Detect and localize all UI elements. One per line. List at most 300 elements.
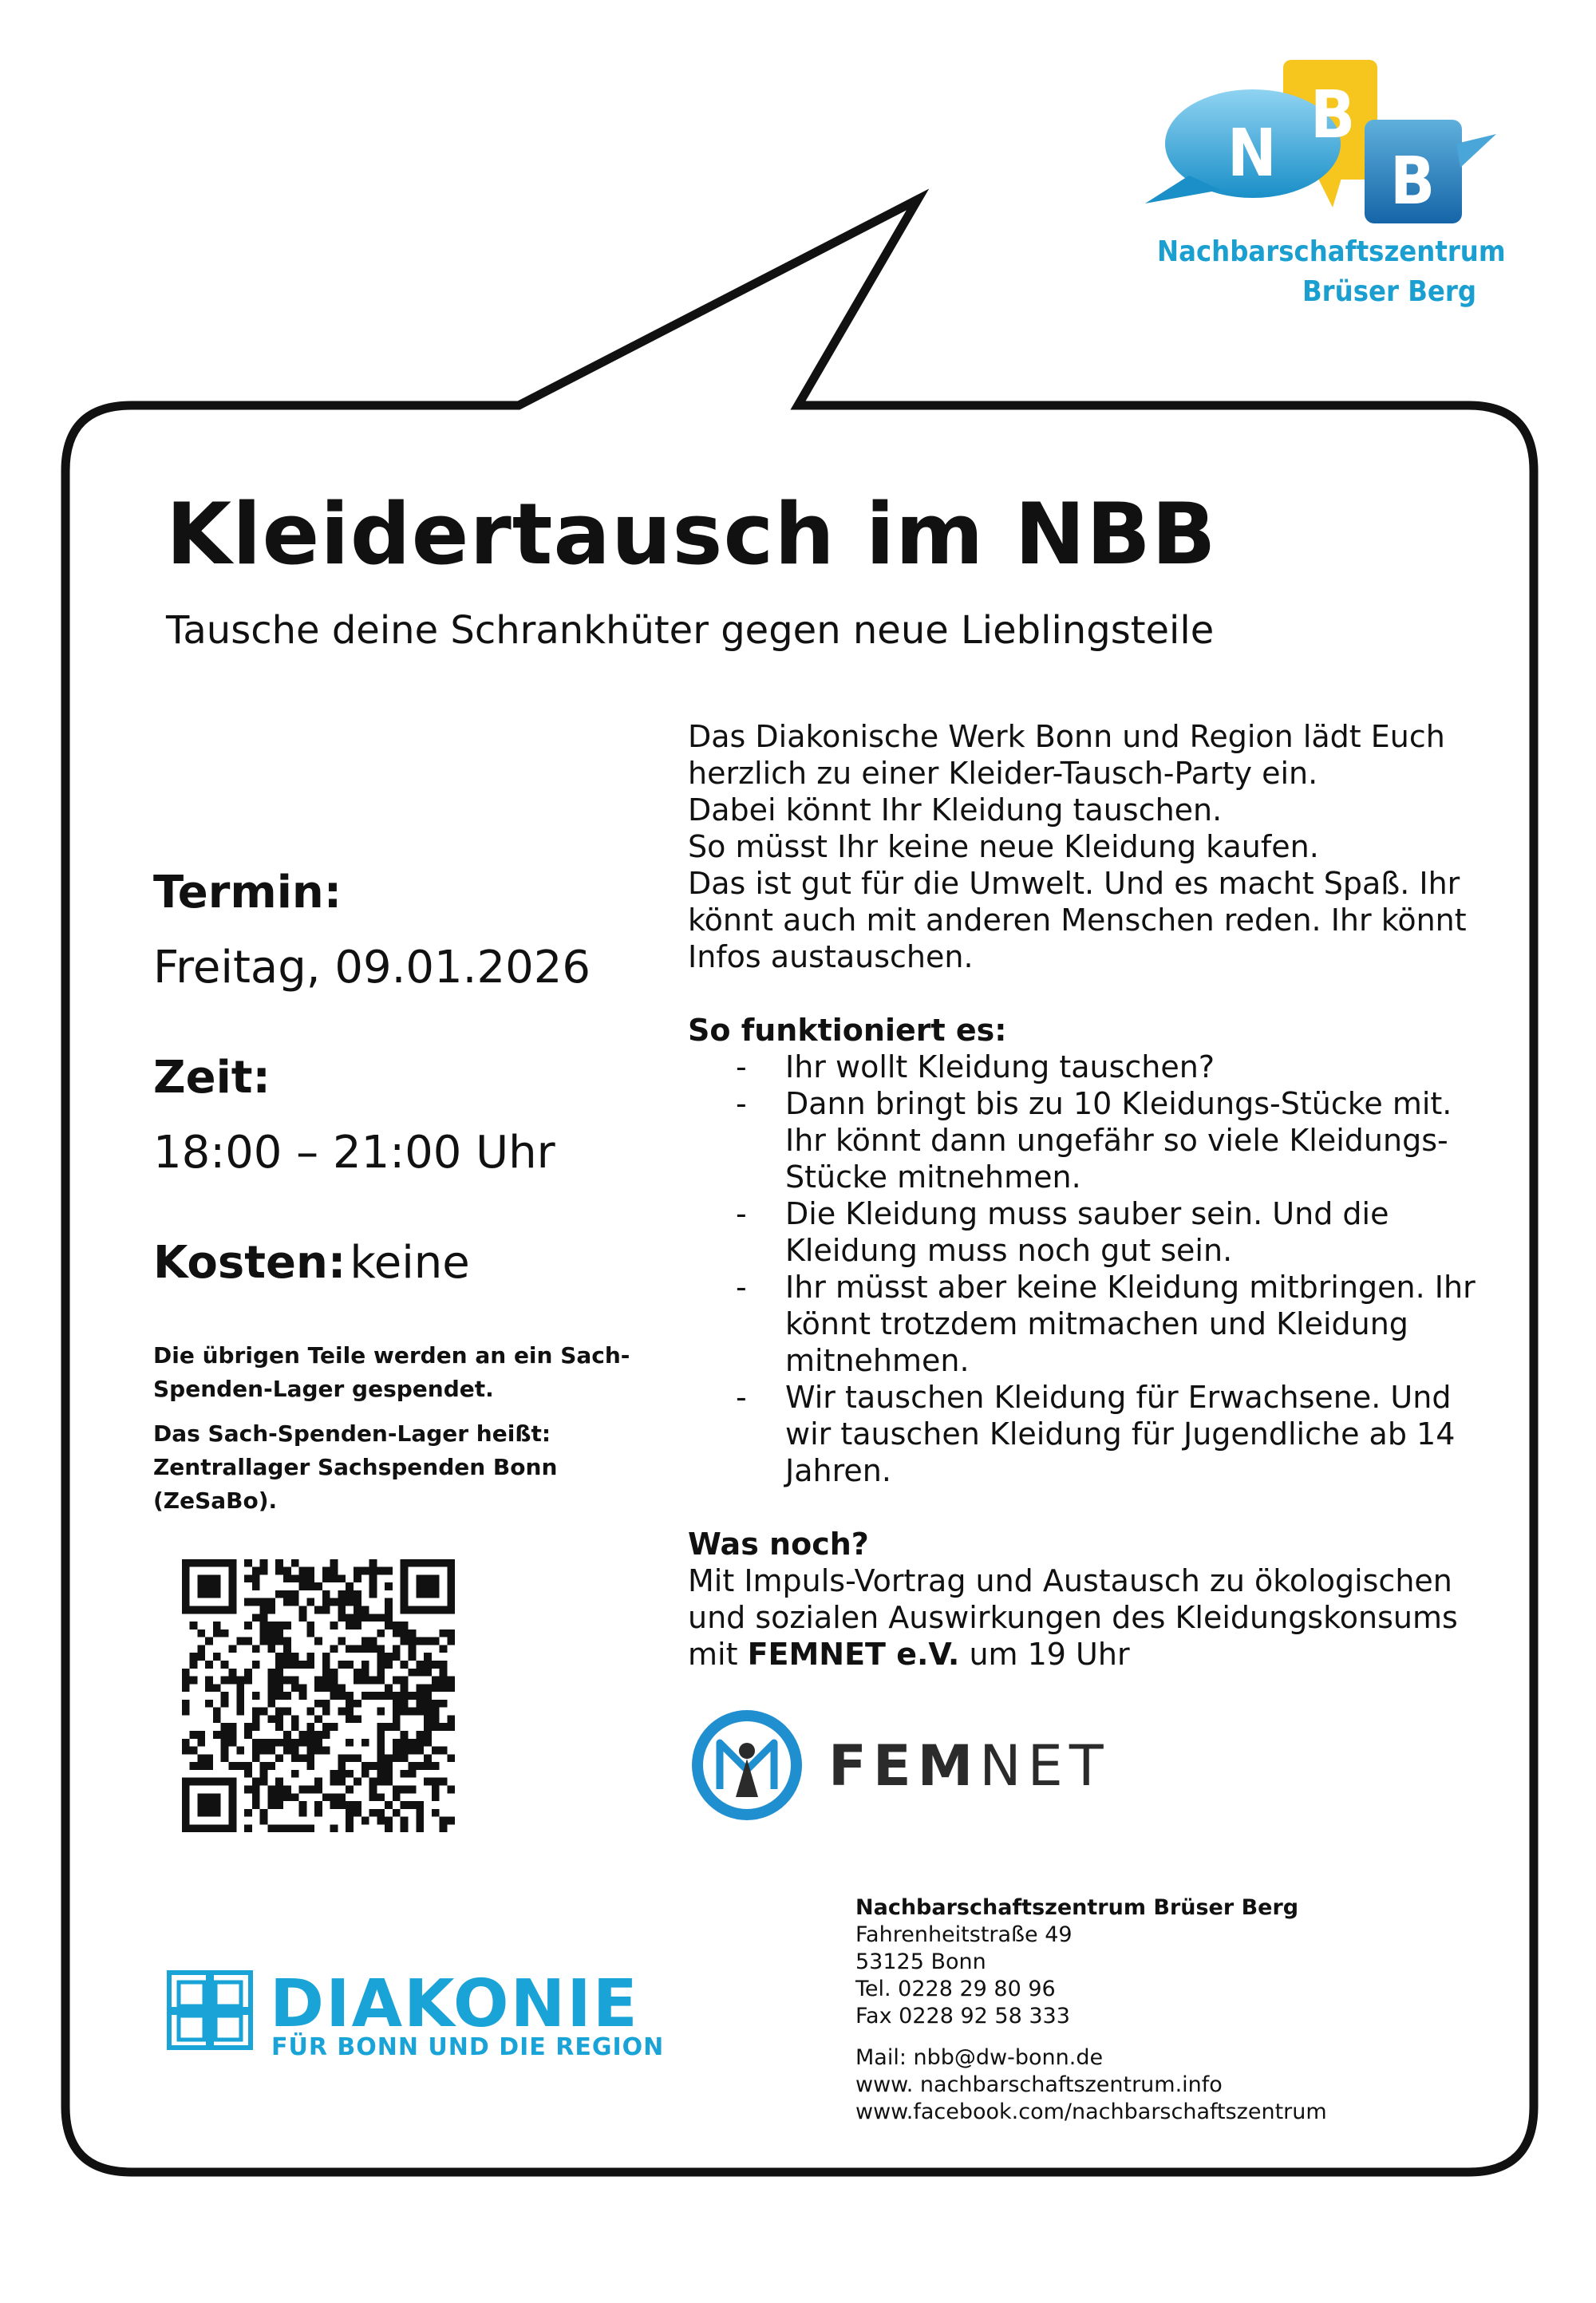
qr-module: [213, 1653, 221, 1661]
qr-module: [409, 1559, 417, 1567]
qr-module: [244, 1786, 252, 1794]
qr-module: [299, 1574, 307, 1582]
qr-module: [322, 1731, 330, 1739]
qr-module: [228, 1801, 236, 1809]
qr-module: [190, 1762, 198, 1770]
qr-module: [432, 1700, 440, 1708]
diakonie-cross-icon: [166, 1969, 254, 2052]
qr-module: [260, 1629, 268, 1637]
qr-module: [385, 1606, 393, 1614]
qr-module: [283, 1645, 291, 1653]
qr-module: [213, 1629, 221, 1637]
zeit-label: Zeit:: [153, 1052, 271, 1104]
qr-module: [252, 1793, 260, 1801]
qr-module: [205, 1700, 213, 1708]
qr-module: [385, 1614, 393, 1622]
qr-module: [267, 1684, 275, 1692]
intro-line: könnt auch mit anderen Menschen reden. Ihr könnt: [688, 903, 1467, 938]
qr-module: [291, 1754, 299, 1762]
nbb-logo: [1133, 48, 1516, 335]
qr-module: [228, 1793, 236, 1801]
qr-module: [338, 1598, 346, 1606]
page-subtitle: Tausche deine Schrankhüter gegen neue Lieblingsteile: [166, 608, 1215, 653]
qr-module: [322, 1747, 330, 1755]
qr-module: [416, 1669, 424, 1677]
qr-module: [377, 1661, 385, 1669]
qr-module: [221, 1754, 229, 1762]
qr-module: [338, 1637, 346, 1645]
qr-module: [447, 1574, 455, 1582]
qr-module: [409, 1762, 417, 1770]
qr-module: [322, 1677, 330, 1685]
qr-module: [346, 1598, 354, 1606]
qr-module: [236, 1692, 244, 1700]
qr-module: [291, 1824, 299, 1832]
qr-module: [221, 1661, 229, 1669]
qr-module: [432, 1708, 440, 1716]
qr-module: [244, 1637, 252, 1645]
kosten-value: keine: [350, 1237, 470, 1289]
qr-module: [377, 1747, 385, 1755]
qr-module: [190, 1778, 198, 1786]
qr-module: [330, 1801, 338, 1809]
qr-module: [228, 1723, 236, 1731]
qr-module: [424, 1606, 432, 1614]
qr-module: [401, 1606, 409, 1614]
qr-module: [275, 1684, 283, 1692]
qr-module: [393, 1645, 401, 1653]
qr-module: [322, 1661, 330, 1669]
qr-module: [416, 1692, 424, 1700]
qr-module: [440, 1824, 448, 1832]
qr-module: [416, 1684, 424, 1692]
qr-module: [252, 1645, 260, 1653]
qr-module: [252, 1692, 260, 1700]
qr-module: [182, 1824, 190, 1832]
contact-city: 53125 Bonn: [855, 1949, 986, 1974]
qr-module: [314, 1739, 322, 1747]
qr-module: [252, 1715, 260, 1723]
qr-module: [299, 1614, 307, 1622]
qr-module: [447, 1817, 455, 1825]
qr-module: [260, 1747, 268, 1755]
qr-module: [260, 1559, 268, 1567]
qr-module: [244, 1824, 252, 1832]
qr-module: [424, 1700, 432, 1708]
qr-module: [346, 1622, 354, 1629]
qr-module: [369, 1677, 377, 1685]
qr-module: [197, 1629, 205, 1637]
qr-module: [244, 1809, 252, 1817]
qr-module: [361, 1770, 369, 1778]
qr-module: [385, 1723, 393, 1731]
qr-module: [322, 1669, 330, 1677]
qr-module: [409, 1653, 417, 1661]
qr-module: [354, 1669, 361, 1677]
qr-module: [182, 1793, 190, 1801]
qr-module: [197, 1809, 205, 1817]
diakonie-wordmark: DIAKONIE: [270, 1966, 639, 2042]
qr-module: [354, 1645, 361, 1653]
qr-module: [205, 1574, 213, 1582]
qr-module: [401, 1661, 409, 1669]
qr-module: [275, 1692, 283, 1700]
qr-module: [440, 1723, 448, 1731]
qr-module: [306, 1786, 314, 1794]
qr-module: [440, 1817, 448, 1825]
qr-module: [314, 1778, 322, 1786]
qr-module: [393, 1739, 401, 1747]
qr-module: [385, 1622, 393, 1629]
qr-module: [447, 1629, 455, 1637]
qr-module: [197, 1762, 205, 1770]
qr-module: [432, 1778, 440, 1786]
qr-module: [267, 1801, 275, 1809]
qr-module: [182, 1778, 190, 1786]
qr-module: [393, 1700, 401, 1708]
qr-module: [283, 1747, 291, 1755]
qr-module: [267, 1677, 275, 1685]
nbb-bubbles-icon: [1133, 48, 1516, 239]
qr-module: [299, 1824, 307, 1832]
qr-module: [346, 1739, 354, 1747]
qr-module: [432, 1677, 440, 1685]
qr-module: [267, 1637, 275, 1645]
qr-module: [361, 1817, 369, 1825]
qr-module: [291, 1684, 299, 1692]
qr-module: [416, 1817, 424, 1825]
qr-module: [409, 1747, 417, 1755]
qr-module: [424, 1574, 432, 1582]
qr-module: [409, 1669, 417, 1677]
contact-website[interactable]: www. nachbarschaftszentrum.info: [855, 2072, 1223, 2097]
qr-module: [213, 1809, 221, 1817]
qr-module: [221, 1692, 229, 1700]
qr-module: [354, 1677, 361, 1685]
qr-module: [432, 1574, 440, 1582]
qr-module: [244, 1731, 252, 1739]
qr-module: [385, 1817, 393, 1825]
qr-module: [354, 1700, 361, 1708]
qr-module: [205, 1677, 213, 1685]
qr-module: [354, 1567, 361, 1575]
qr-module: [221, 1700, 229, 1708]
qr-module: [190, 1622, 198, 1629]
qr-module: [424, 1661, 432, 1669]
qr-module: [252, 1574, 260, 1582]
qr-module: [354, 1606, 361, 1614]
qr-module: [338, 1614, 346, 1622]
qr-module: [190, 1747, 198, 1755]
qr-module: [330, 1824, 338, 1832]
qr-module: [275, 1669, 283, 1677]
qr-module: [338, 1684, 346, 1692]
qr-module: [306, 1708, 314, 1716]
qr-module: [447, 1677, 455, 1685]
qr-module: [182, 1817, 190, 1825]
qr-module: [361, 1762, 369, 1770]
qr-module: [244, 1770, 252, 1778]
qr-module: [291, 1653, 299, 1661]
page-title: Kleidertausch im NBB: [166, 485, 1217, 583]
qr-module: [306, 1629, 314, 1637]
qr-module: [346, 1786, 354, 1794]
more-line: Mit Impuls-Vortrag und Austausch zu ökologischen: [688, 1563, 1452, 1598]
qr-module: [221, 1739, 229, 1747]
qr-module: [190, 1661, 198, 1669]
qr-module: [267, 1700, 275, 1708]
list-item: - Die Kleidung muss sauber sein. Und die Kleidung muss noch gut sein.: [736, 1196, 1389, 1268]
qr-module: [416, 1582, 424, 1590]
qr-module: [306, 1622, 314, 1629]
qr-module: [314, 1677, 322, 1685]
qr-module: [424, 1669, 432, 1677]
qr-module: [197, 1731, 205, 1739]
qr-module: [354, 1590, 361, 1598]
qr-module: [424, 1739, 432, 1747]
qr-module: [369, 1778, 377, 1786]
qr-module: [213, 1574, 221, 1582]
qr-module: [416, 1824, 424, 1832]
qr-module: [260, 1606, 268, 1614]
qr-module: [190, 1559, 198, 1567]
qr-module: [409, 1739, 417, 1747]
qr-module: [228, 1677, 236, 1685]
qr-module: [244, 1574, 252, 1582]
qr-module: [228, 1778, 236, 1786]
qr-module: [314, 1582, 322, 1590]
qr-module: [393, 1708, 401, 1716]
qr-module: [267, 1824, 275, 1832]
qr-module: [306, 1653, 314, 1661]
qr-module: [267, 1669, 275, 1677]
qr-module: [275, 1559, 283, 1567]
qr-module: [330, 1622, 338, 1629]
qr-module: [447, 1637, 455, 1645]
qr-module: [221, 1677, 229, 1685]
qr-module: [401, 1684, 409, 1692]
qr-module: [283, 1692, 291, 1700]
qr-module: [314, 1747, 322, 1755]
qr-module: [205, 1684, 213, 1692]
qr-module: [291, 1574, 299, 1582]
qr-module: [228, 1786, 236, 1794]
qr-module: [267, 1606, 275, 1614]
qr-module: [252, 1582, 260, 1590]
qr-module: [409, 1708, 417, 1716]
qr-module: [283, 1574, 291, 1582]
how-heading: So funktioniert es:: [688, 1013, 1007, 1048]
qr-module: [440, 1684, 448, 1692]
qr-module: [338, 1762, 346, 1770]
qr-module: [385, 1824, 393, 1832]
zeit-value: 18:00 – 21:00 Uhr: [153, 1127, 555, 1179]
qr-module: [338, 1801, 346, 1809]
qr-module: [346, 1817, 354, 1825]
qr-module: [401, 1590, 409, 1598]
contact-fax: Fax 0228 92 58 333: [855, 2004, 1070, 2028]
qr-module: [447, 1567, 455, 1575]
qr-module: [244, 1622, 252, 1629]
qr-module: [416, 1559, 424, 1567]
qr-module: [346, 1590, 354, 1598]
contact-facebook[interactable]: www.facebook.com/nachbarschaftszentrum: [855, 2100, 1327, 2124]
qr-module: [197, 1606, 205, 1614]
qr-module: [291, 1661, 299, 1669]
qr-module: [221, 1559, 229, 1567]
qr-module: [306, 1567, 314, 1575]
qr-module: [416, 1590, 424, 1598]
qr-module: [393, 1622, 401, 1629]
qr-module: [182, 1574, 190, 1582]
qr-module: [416, 1700, 424, 1708]
qr-module: [361, 1567, 369, 1575]
qr-module: [432, 1559, 440, 1567]
qr-module: [432, 1793, 440, 1801]
contact-phone: Tel. 0228 29 80 96: [855, 1977, 1056, 2001]
qr-module: [205, 1559, 213, 1567]
qr-module: [385, 1762, 393, 1770]
qr-module: [267, 1622, 275, 1629]
qr-module: [275, 1622, 283, 1629]
qr-module: [228, 1762, 236, 1770]
qr-module: [369, 1559, 377, 1567]
qr-module: [283, 1598, 291, 1606]
qr-module: [377, 1653, 385, 1661]
qr-module: [377, 1793, 385, 1801]
qr-module: [432, 1715, 440, 1723]
nbb-name-line1: Nachbarschaftszentrum: [1157, 235, 1506, 268]
qr-module: [260, 1739, 268, 1747]
qr-module: [401, 1786, 409, 1794]
list-item: - Ihr wollt Kleidung tauschen?: [736, 1049, 1215, 1084]
qr-module: [330, 1645, 338, 1653]
qr-module: [393, 1809, 401, 1817]
qr-module: [432, 1723, 440, 1731]
qr-module: [369, 1645, 377, 1653]
diakonie-tagline: FÜR BONN UND DIE REGION: [271, 2033, 665, 2061]
qr-module: [424, 1582, 432, 1590]
qr-module: [228, 1582, 236, 1590]
qr-module: [361, 1606, 369, 1614]
qr-module: [377, 1770, 385, 1778]
intro-line: herzlich zu einer Kleider-Tausch-Party ein.: [688, 756, 1318, 791]
qr-module: [283, 1824, 291, 1832]
qr-module: [205, 1590, 213, 1598]
qr-module: [306, 1747, 314, 1755]
qr-module: [190, 1731, 198, 1739]
qr-module: [197, 1653, 205, 1661]
qr-module: [182, 1747, 190, 1755]
qr-module: [377, 1645, 385, 1653]
qr-module: [228, 1645, 236, 1653]
qr-module: [228, 1590, 236, 1598]
qr-module: [228, 1669, 236, 1677]
more-line: mit FEMNET e.V. um 19 Uhr: [688, 1637, 1130, 1672]
qr-module: [244, 1762, 252, 1770]
qr-module: [416, 1731, 424, 1739]
qr-module: [424, 1715, 432, 1723]
qr-module: [275, 1723, 283, 1731]
qr-module: [236, 1747, 244, 1755]
qr-module: [260, 1809, 268, 1817]
qr-module: [236, 1762, 244, 1770]
contact-email[interactable]: Mail: nbb@dw-bonn.de: [855, 2045, 1104, 2070]
qr-module: [252, 1723, 260, 1731]
qr-module: [346, 1754, 354, 1762]
qr-module: [221, 1731, 229, 1739]
nbb-letter-b1: B: [1310, 77, 1356, 153]
qr-module: [283, 1637, 291, 1645]
intro-line: Das Diakonische Werk Bonn und Region lädt Euch: [688, 719, 1445, 754]
qr-module: [322, 1793, 330, 1801]
qr-module: [182, 1598, 190, 1606]
qr-module: [385, 1598, 393, 1606]
qr-module: [424, 1762, 432, 1770]
qr-module: [440, 1700, 448, 1708]
qr-module: [205, 1824, 213, 1832]
qr-module: [377, 1692, 385, 1700]
qr-module: [354, 1622, 361, 1629]
qr-module: [401, 1598, 409, 1606]
qr-module: [291, 1770, 299, 1778]
qr-module: [299, 1739, 307, 1747]
qr-module: [432, 1590, 440, 1598]
qr-module: [213, 1824, 221, 1832]
qr-module: [424, 1653, 432, 1661]
qr-module: [432, 1582, 440, 1590]
qr-module: [409, 1637, 417, 1645]
qr-module: [299, 1801, 307, 1809]
qr-module: [252, 1598, 260, 1606]
qr-module: [447, 1582, 455, 1590]
qr-module: [440, 1747, 448, 1755]
qr-module: [322, 1684, 330, 1692]
qr-module: [314, 1809, 322, 1817]
qr-module: [338, 1606, 346, 1614]
qr-module: [182, 1582, 190, 1590]
qr-module: [182, 1786, 190, 1794]
qr-module: [213, 1559, 221, 1567]
qr-module: [213, 1801, 221, 1809]
qr-module: [393, 1692, 401, 1700]
qr-module: [267, 1762, 275, 1770]
qr-module: [346, 1700, 354, 1708]
qr-module: [299, 1606, 307, 1614]
qr-module: [283, 1661, 291, 1669]
list-item: - Dann bringt bis zu 10 Kleidungs-Stücke mit. Ihr könnt dann ungefähr so viele Kleidungs- Stücke mitnehmen.: [736, 1086, 1452, 1195]
qr-module: [401, 1731, 409, 1739]
qr-module: [330, 1574, 338, 1582]
qr-module: [440, 1677, 448, 1685]
qr-module: [401, 1637, 409, 1645]
qr-module: [385, 1770, 393, 1778]
qr-module: [369, 1590, 377, 1598]
qr-module: [228, 1559, 236, 1567]
qr-module: [385, 1754, 393, 1762]
qr-module: [314, 1715, 322, 1723]
qr-module: [252, 1754, 260, 1762]
qr-module: [306, 1754, 314, 1762]
qr-module: [377, 1778, 385, 1786]
qr-module: [213, 1582, 221, 1590]
qr-module: [275, 1653, 283, 1661]
qr-module: [409, 1629, 417, 1637]
qr-module: [283, 1590, 291, 1598]
qr-module: [182, 1684, 190, 1692]
qr-code[interactable]: [174, 1551, 463, 1840]
qr-module: [354, 1715, 361, 1723]
